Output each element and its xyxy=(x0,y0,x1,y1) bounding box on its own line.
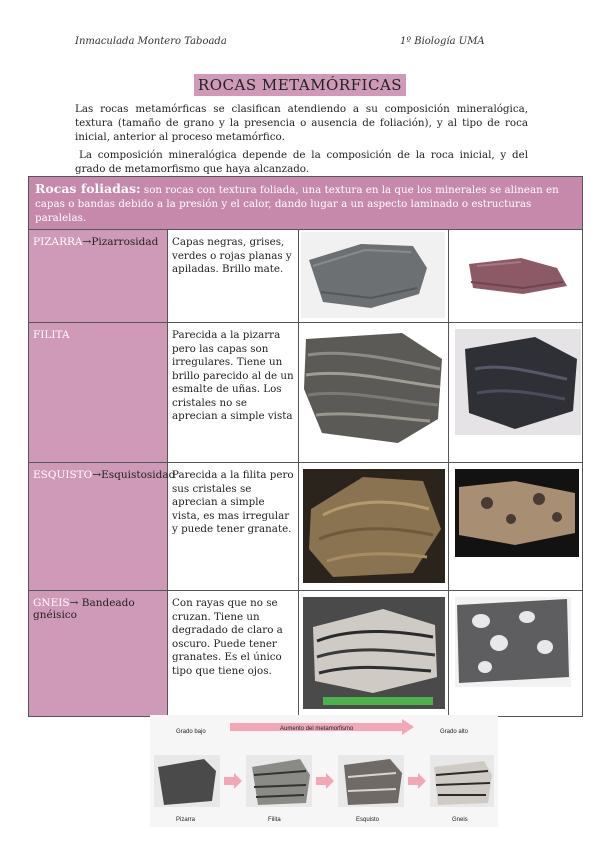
increase-arrow-label: Aumento del metamorfismo xyxy=(280,726,354,732)
intro-paragraph-1: Las rocas metamórficas se clasifican atendiendo a su composición mineralógica, textura (tamaño de grano y la presencia o ausencia de foliación), y al tipo de roca inicial, anterior al proceso metamórfico. xyxy=(75,103,528,143)
rock-name-cell xyxy=(29,323,168,463)
gneis-photo-1 xyxy=(303,597,445,709)
gneis-photo-2 xyxy=(455,597,571,687)
diagram-label-filita: Filita xyxy=(268,817,281,823)
title-wrap xyxy=(0,74,600,96)
arrow: → xyxy=(69,597,82,609)
rock-photo-2 xyxy=(449,463,583,591)
intro-paragraph-2: La composición mineralógica depende de la composición de la roca inicial, y del grado de metamorfismo que haya alcanzado. xyxy=(75,149,528,175)
diagram-esquisto-rock xyxy=(344,759,402,805)
arrow: → xyxy=(82,236,92,248)
table-row xyxy=(29,591,583,717)
grade-low-label: Grado bajo xyxy=(176,729,206,735)
rock-photo-1 xyxy=(299,323,449,463)
grade-high-label: Grado alto xyxy=(440,729,469,735)
diagram-label-esquisto: Esquisto xyxy=(356,817,380,823)
esquisto-photo-2 xyxy=(455,469,579,557)
page-title: ROCAS METAMÓRFICAS xyxy=(194,74,406,96)
metamorphism-diagram xyxy=(150,715,498,827)
rock-description: Con rayas que no se cruzan. Tiene un degradado de claro a oscuro. Puede tener granates. Es el único tipo que tiene ojos. xyxy=(168,591,299,717)
table-row xyxy=(29,323,583,463)
rock-name-cell xyxy=(29,230,168,323)
rock-name: PIZARRA xyxy=(33,236,83,248)
arrow: → xyxy=(92,469,102,481)
rock-photo-1 xyxy=(299,591,449,717)
table-row xyxy=(29,463,583,591)
rock-photo-2 xyxy=(449,323,583,463)
rock-name: GNEIS xyxy=(33,597,70,609)
rock-description: Capas negras, grises, verdes o rojas planas y apiladas. Brillo mate. xyxy=(168,230,299,323)
diagram-label-pizarra: Pizarra xyxy=(176,817,196,823)
rock-name: ESQUISTO xyxy=(33,469,93,481)
esquisto-photo-1 xyxy=(303,469,445,583)
rocks-table xyxy=(28,176,583,717)
rock-photo-2 xyxy=(449,230,583,323)
pizarra-photo-2 xyxy=(463,252,569,298)
table-banner xyxy=(29,177,583,230)
header-course: 1º Biología UMA xyxy=(400,36,485,47)
diagram-pizarra-rock xyxy=(158,759,216,805)
rock-photo-1 xyxy=(299,463,449,591)
filita-photo-1 xyxy=(302,329,446,447)
rock-description: Parecida a la pizarra pero las capas son irregulares. Tiene un brillo parecido al de un esmalte de uñas. Los cristales no se aprecian a simple vista xyxy=(168,323,299,463)
table-row xyxy=(29,230,583,323)
diagram-filita-rock xyxy=(252,759,310,805)
rock-texture: Bandeado gnéisico xyxy=(33,597,135,621)
rock-texture: Esquistosidad xyxy=(101,469,176,481)
rock-texture: Pizarrosidad xyxy=(91,236,159,248)
pizarra-photo-1 xyxy=(301,232,445,318)
banner-title: Rocas foliadas: xyxy=(35,181,141,196)
rock-name-cell xyxy=(29,463,176,591)
diagram-label-gneis: Gneis xyxy=(452,817,468,823)
rock-photo-1 xyxy=(299,230,449,323)
diagram-svg xyxy=(150,715,498,827)
rock-description: Parecida a la filita pero sus cristales se aprecian a simple vista, es mas irregular y puede tener granate. xyxy=(168,463,299,591)
filita-photo-2 xyxy=(455,329,581,435)
banner-text: son rocas con textura foliada, una textura en la que los minerales se alinean en capas o bandas debido a la presión y el calor, dando lugar a un aspecto laminado o estructuras paralelas. xyxy=(35,184,559,224)
rock-name: FILITA xyxy=(33,329,70,341)
header-author: Inmaculada Montero Taboada xyxy=(75,36,227,47)
rock-name-cell xyxy=(29,591,168,717)
rock-photo-2 xyxy=(449,591,583,717)
